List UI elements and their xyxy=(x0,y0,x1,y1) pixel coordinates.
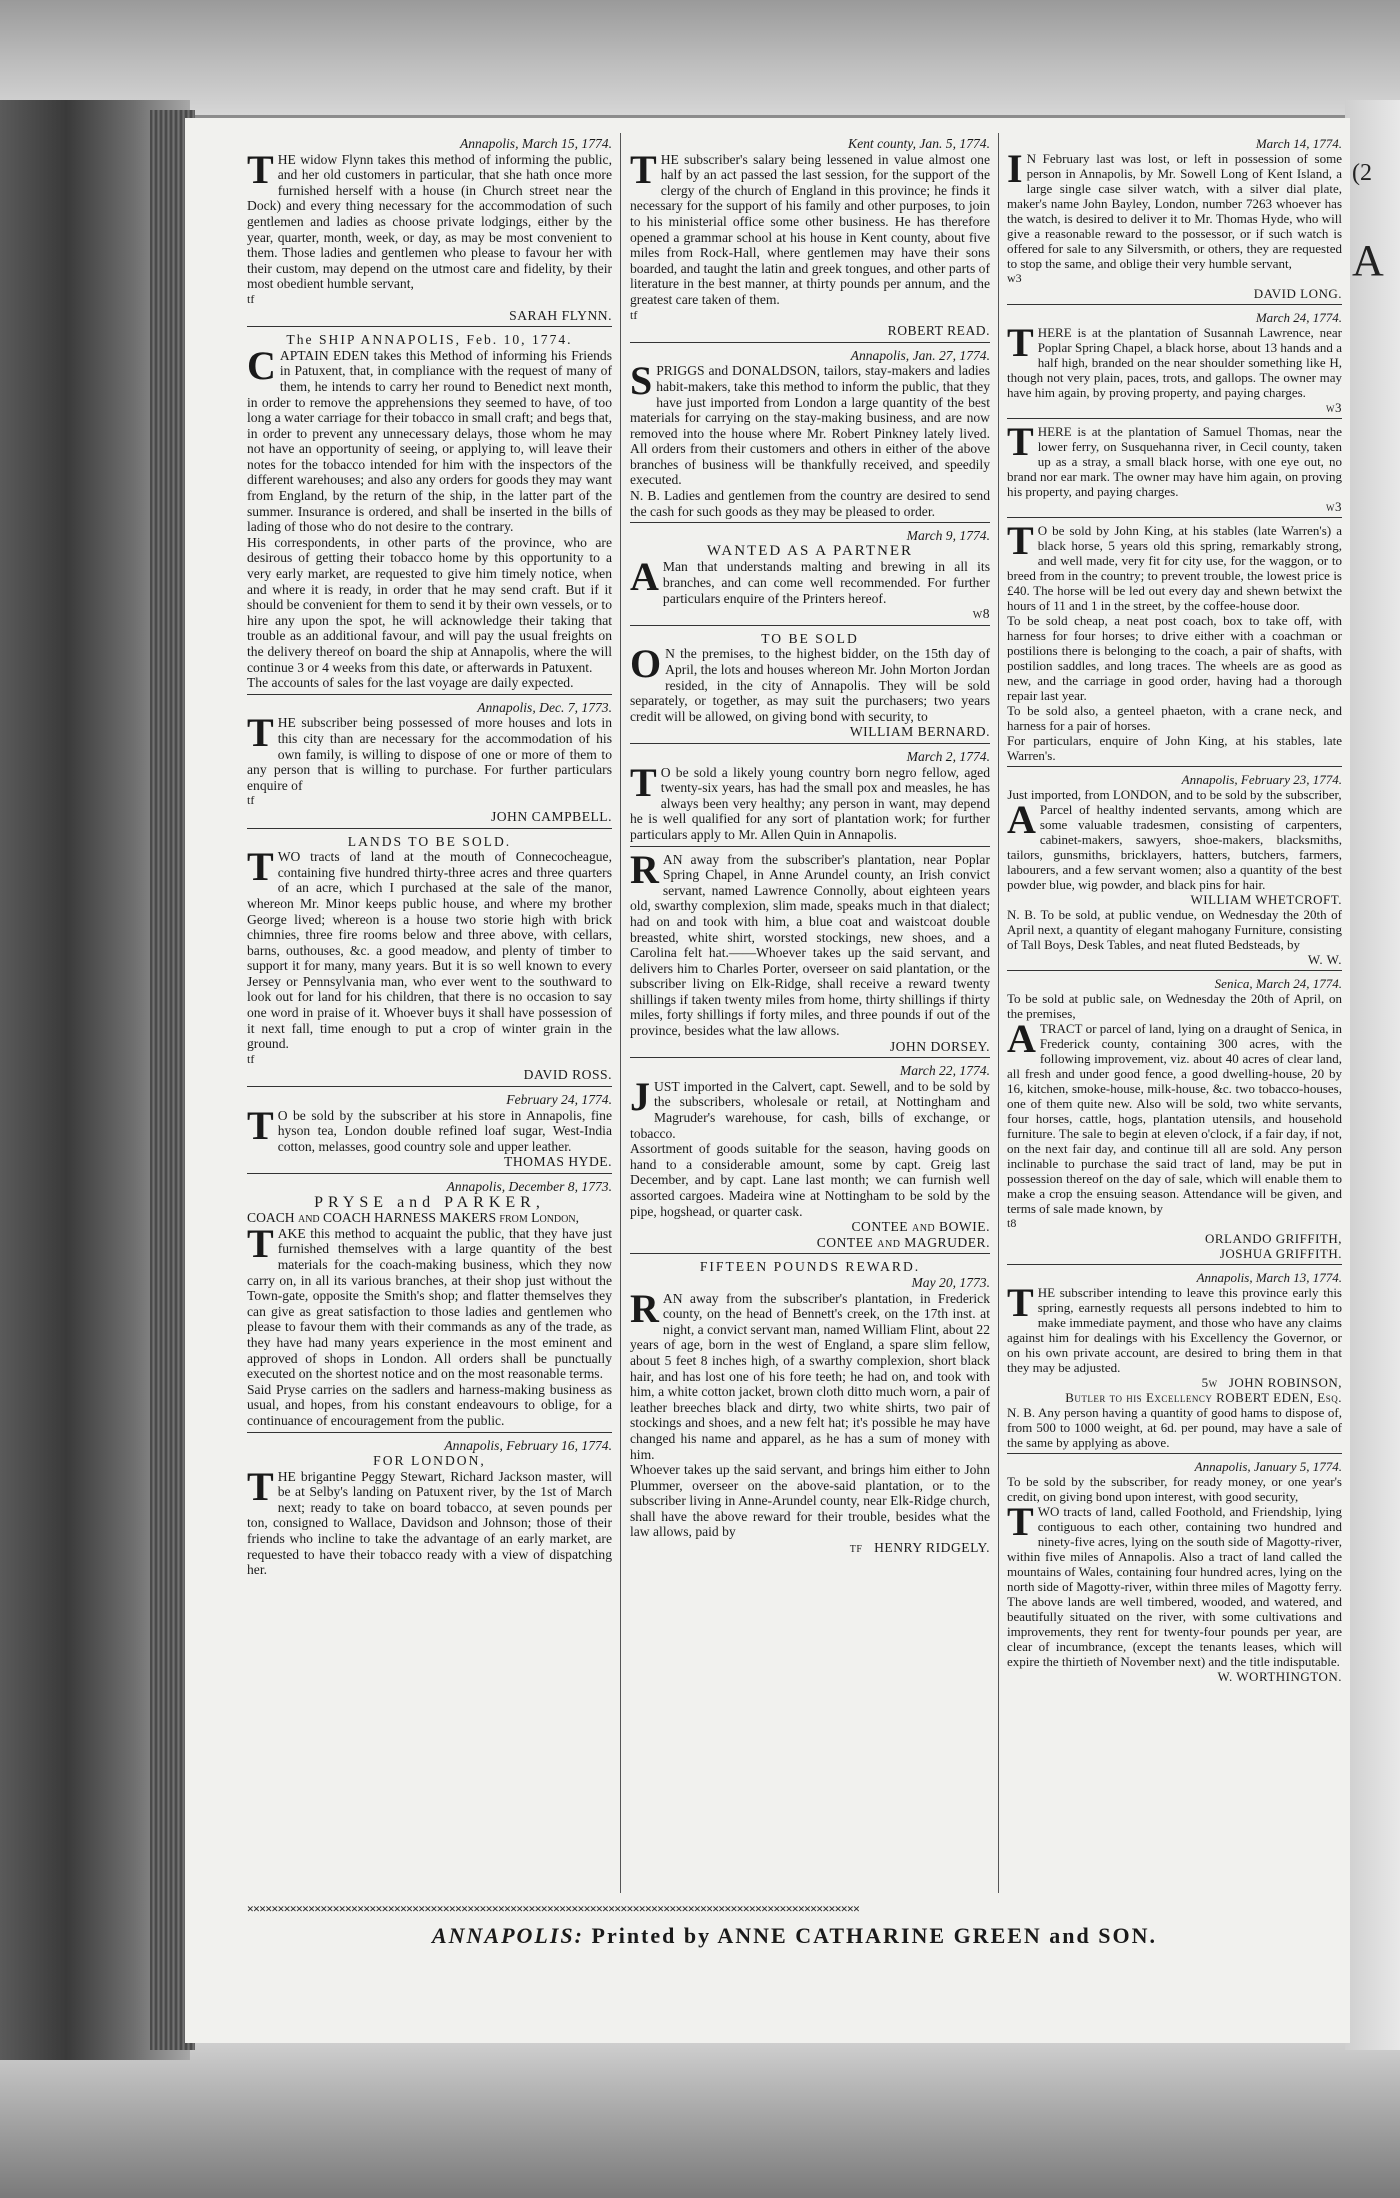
ad-heading: PRYSE and PARKER, xyxy=(314,1193,545,1211)
scan-background-top xyxy=(0,0,1400,115)
ad-body: N. B. Any person having a quantity of good hams to dispose of, from 500 to 1000 weight, at 6d. per pound, may have a sale of the same by applying as above. xyxy=(1007,1405,1342,1450)
ornamental-border: ✕✕✕✕✕✕✕✕✕✕✕✕✕✕✕✕✕✕✕✕✕✕✕✕✕✕✕✕✕✕✕✕✕✕✕✕✕✕✕✕✕✕✕✕✕✕✕✕✕✕✕✕✕✕✕✕✕✕✕✕✕✕✕✕✕✕✕✕✕✕✕✕✕✕✕✕✕✕✕✕✕✕✕✕✕✕✕✕✕✕✕✕✕✕✕✕✕✕✕✕ xyxy=(247,1903,860,1915)
ad-signature: W. WORTHINGTON. xyxy=(1217,1669,1342,1684)
ad-runaway-connolly xyxy=(630,846,990,1059)
ad-mark: w3 xyxy=(1326,400,1342,415)
ad-dateline: Annapolis, March 13, 1774. xyxy=(1196,1270,1342,1285)
drop-cap: T xyxy=(1007,419,1034,464)
ad-body: RAN away from the subscriber's plantation, in Frederick county, on the head of Bennett's creek, on the 17th inst. at night, a convict servant man, named William Flint, about 22 years of age, born in the west of England, a spare slim fellow, about 5 feet 8 inches high, of a swarthy complexion, short black hair, and has lost one of his fore teeth; he had on, and took with him, a white cotton jacket, brown cloth ditto much worn, a pair of leather breeches black and dirty, two white shirts, two pair of stockings and shoes, and a new felt hat; it's possible he may have changed his name and apparel, as he has a sum of money with him. xyxy=(630,1285,990,1462)
ad-signature: CONTEE and BOWIE. xyxy=(851,1219,990,1235)
drop-cap: T xyxy=(1007,1499,1034,1544)
drop-cap: T xyxy=(247,146,274,192)
drop-cap: T xyxy=(1007,320,1034,365)
ad-body: O N the premises, to the highest bidder, on the 15th day of April, the lots and houses whereon Mr. John Morton Jordan resided, in the city of Annapolis. They will be sold separately, or together, as may suit the purchasers; two years credit will be allowed, on giving bond with security, to xyxy=(630,641,990,724)
ad-body: THE brigantine Peggy Stewart, Richard Jackson master, will be at Selby's landing on Patuxent river, by the 1st of March next; ready to take on board tobacco, at seven pounds per ton, consigned to Wallace, Davidson and Johnson; those of their friends who incline to take the advantage of an early market, are requested to have their tobacco ready with a view of dispatching her. xyxy=(247,1463,612,1578)
ad-subline: Butler to his Excellency ROBERT EDEN, Esq. xyxy=(1065,1390,1342,1405)
ad-whetcroft-servants xyxy=(1007,772,1342,971)
ad-heading: TO BE SOLD xyxy=(761,630,859,646)
ad-signature: DAVID LONG. xyxy=(1253,286,1342,301)
ad-dateline: March 22, 1774. xyxy=(899,1063,990,1079)
ad-body: A Parcel of healthy indented servants, among which are some valuable tradesmen, consisting of carpenters, cabinet-makers, sawyers, shoe-makers, blacksmiths, tailors, gunsmiths, bricklayers, hatters, butchers, farmers, labourers, and a few servant women; also a quantity of the best powder blue, wig powder, and black pins for hair. xyxy=(1007,797,1342,892)
ad-body: For particulars, enquire of John King, at his stables, late Warren's. xyxy=(1007,733,1342,763)
ad-dateline: Annapolis, December 8, 1773. xyxy=(446,1179,612,1194)
ad-mark: tf xyxy=(247,793,255,808)
ad-dateline: Annapolis, March 15, 1774. xyxy=(459,136,612,151)
ad-body: I N February last was lost, or left in possession of some person in Annapolis, by Mr. Sowell Long of Kent Island, a large single case silver watch, with a silver dial plate, maker's name John Bayley, London, number 7263 whoever has the watch, is desired to deliver it to Mr. Thomas Hyde, who will give a reasonable reward to the possessor, or if such watch is offered for sale to any Silversmith, or others, they are requested to stop the same, and oblige their very humble servant, xyxy=(1007,146,1342,271)
ad-body: T O be sold a likely young country born negro fellow, aged twenty-six years, has had the small pox and measles, he has always been very healthy; any person in want, may depend he is well qualified for any sort of plantation work; for further particulars apply to Mr. Allen Quin in Annapolis. xyxy=(630,759,990,842)
ad-mark: W. W. xyxy=(1307,952,1342,967)
ad-signature: ROBERT READ. xyxy=(887,323,990,339)
column-rule xyxy=(620,133,621,1893)
ad-heading: FIFTEEN POUNDS REWARD. xyxy=(699,1259,921,1275)
ad-body: N. B. To be sold, at public vendue, on Wednesday the 20th of April next, a quantity of elegant mahogany Furniture, consisting of Tall Boys, Desk Tables, and neat fluted Bedsteads, by xyxy=(1007,907,1342,952)
ad-mark: t8 xyxy=(1007,1216,1017,1230)
ad-signature: WILLIAM WHETCROFT. xyxy=(1190,892,1342,907)
ad-body: THERE is at the plantation of Samuel Thomas, near the lower ferry, on Susquehanna river, in Cecil county, taken up as a stray, a small black horse, with one eye out, no brand nor ear mark. The owner may have him again, on proving his property, and paying charges. xyxy=(1007,419,1342,499)
ad-body: RAN away from the subscriber's plantation, near Poplar Spring Chapel, in Anne Arundel county, an Irish convict servant, named Lawrence Connolly, about eighteen years old, swarthy complexion, slim made, speaks much in that dialect; had on and took with him, a blue coat and waistcoat double breasted, white shirt, worsted stockings, new shoes, and a Carolina felt hat.——Whoever takes up the said servant, and delivers him to Charles Porter, overseer on said plantation, or the subscriber living on Elk-Ridge, shall receive a reward twenty shillings if taken twenty miles from home, thirty shillings if thirty miles, forty shillings if forty miles, and three pounds if out of the province, besides what the law allows. xyxy=(630,846,990,1039)
ad-signature: JOHN CAMPBELL. xyxy=(490,808,612,824)
drop-cap: T xyxy=(630,146,657,192)
ad-signature: DAVID ROSS. xyxy=(523,1067,612,1083)
ad-mark: tf xyxy=(630,307,638,322)
ad-heading: To be sold at public sale, on Wednesday the 20th of April, on the premises, xyxy=(1007,991,1342,1021)
ad-lands-to-be-sold xyxy=(247,834,612,1088)
ad-body: THE subscriber intending to leave this province early this spring, earnestly requests all persons indebted to him to make immediate payment, and those who have any claims against him for dealings with his Excellency the Governor, or on his own private account, are desired to bring them in that they may be adjusted. xyxy=(1007,1280,1342,1375)
ad-body: CAPTAIN EDEN takes this Method of informing his Friends in Patuxent, that, in compliance with the request of many of them, he intends to carry her round to Benedict next month, in order to remove the apprehensions they seemed to have, of too long a water carriage for their tobacco in small craft; and begs that, in order to prevent any unnecessary delays, those whom he may not have an opportunity of seeing, or applying to, will leave their notes for the tobacco intended for him with the inspectors of the different warehouses; and also any orders for goods they may want from England, by the return of the ship, in the latter part of the summer. Insurance is ordered, and shall be inserted in the bills of lading of those who do not desire to the contrary. xyxy=(247,342,612,535)
ad-body: Assortment of goods suitable for the season, having goods on hand to a considerable amount, some by capt. Greig last December, and by capt. Lane last month; we can furnish well assorted cargoes. Madeira wine at Nottingham to be sold by the pipe, hogshead, or quarter cask. xyxy=(630,1141,990,1219)
drop-cap: R xyxy=(630,1285,659,1331)
ad-negro-fellow xyxy=(630,749,990,847)
ad-dateline: Annapolis, February 16, 1774. xyxy=(444,1437,612,1453)
ad-dateline: March 24, 1774. xyxy=(1255,310,1342,325)
ad-body: The accounts of sales for the last voyage are daily expected. xyxy=(247,675,574,691)
drop-cap: S xyxy=(630,358,653,404)
ad-body: To be sold also, a genteel phaeton, with a crane neck, and harness for a pair of horses. xyxy=(1007,703,1342,733)
ad-pryse-parker xyxy=(247,1179,612,1433)
ad-signature: JOSHUA GRIFFITH. xyxy=(1219,1246,1342,1261)
ad-to-be-sold-lots xyxy=(630,631,990,744)
ad-heading: WANTED AS A PARTNER xyxy=(706,542,914,559)
drop-cap: T xyxy=(630,759,657,805)
ad-body: TAKE this method to acquaint the public, that they have just furnished themselves with a large quantity of the best materials for the coach-making business, which they now carry on, in all its various branches, at their shop just without the Town-gate, opposite the Smith's shop; and flatter themselves they can give as great satisfaction to those ladies and gentlemen who please to favour them with their commands as any of the trade, as they have had many years experience in the most eminent and approved of shops in London. All orders shall be punctually executed on the shortest notice and on the most reasonable terms. xyxy=(247,1220,612,1382)
ad-signature: CONTEE and MAGRUDER. xyxy=(816,1234,990,1250)
ad-dateline: Annapolis, Jan. 27, 1774. xyxy=(850,347,990,363)
column-rule xyxy=(998,133,999,1893)
ad-mark: w8 xyxy=(972,606,990,622)
ad-ship-annapolis xyxy=(247,332,612,695)
right-margin xyxy=(1345,100,1400,2050)
ad-wanted-partner xyxy=(630,528,990,626)
ad-body: Whoever takes up the said servant, and brings him either to John Plummer, overseer on the above-said plantation, or to the subscriber living in Anne-Arundel county, near Elk-Ridge church, shall have the above reward for their trouble, besides what the law allows, paid by xyxy=(630,1462,990,1540)
ad-thomas-hyde xyxy=(247,1092,612,1174)
column-1 xyxy=(247,136,612,1586)
ad-contee-imports xyxy=(630,1063,990,1254)
ad-body: THE subscriber's salary being lessened in value almost one half by an act passed the last session, for the support of the clergy of the church of England in this province; he finds it necessary for the support of his family and other purposes, to join to his ministerial office some other business. He has therefore opened a grammar school at his house in Kent county, about five miles from Rock-Hall, where gentlemen may have their sons boarded, and taught the latin and greek tongues, and other parts of literature in the best manner, at thirty pounds per annum, and the greatest care taken of them. xyxy=(630,146,990,307)
ad-body: Said Pryse carries on the sadlers and harness-making business as usual, and hopes, from his constant endeavours to oblige, for a continuance of encouragement from the public. xyxy=(247,1381,612,1428)
ad-body: THERE is at the plantation of Susannah Lawrence, near Poplar Spring Chapel, a black horse, about 13 hands and a half high, branded on the near shoulder something like H, though not very plain, paces, trots, and gallops. The owner may have him again, by proving property, and paying charges. xyxy=(1007,320,1342,400)
drop-cap: R xyxy=(630,846,659,892)
ad-dateline: Kent county, Jan. 5, 1774. xyxy=(848,136,990,151)
drop-cap: T xyxy=(247,844,274,890)
drop-cap: C xyxy=(247,342,276,388)
ad-dateline: March 14, 1774. xyxy=(1255,136,1342,151)
drop-cap: T xyxy=(1007,1280,1034,1325)
ad-dateline: Senica, March 24, 1774. xyxy=(1214,976,1342,991)
ad-body: THE widow Flynn takes this method of informing the public, and her old customers in particular, that she hath once more furnished herself with a house (in Church street near the Dock) and every thing necessary for the accommodation of such gentlemen and ladies as choose private lodgings, either by the year, quarter, month, week, or day, as may be most convenient to them. Those ladies and gentlemen who please to favour her with their custom, may depend on the utmost care and fidelity, by their most obedient humble servant, xyxy=(247,146,612,292)
ad-campbell-houses xyxy=(247,700,612,829)
drop-cap: O xyxy=(630,641,662,687)
drop-cap: T xyxy=(247,710,274,756)
ad-signature: HENRY RIDGELY. xyxy=(874,1540,990,1556)
ad-mark: tf xyxy=(247,291,255,306)
column-3 xyxy=(1007,136,1342,1692)
ad-subheading: COACH and COACH HARNESS MAKERS from London, xyxy=(247,1210,579,1226)
ad-dateline: March 9, 1774. xyxy=(906,528,990,544)
drop-cap: T xyxy=(247,1463,274,1509)
ad-heading: To be sold by the subscriber, for ready money, or one year's credit, on giving bond upon interest, with good security, xyxy=(1007,1474,1342,1504)
ad-fifteen-pounds-reward xyxy=(630,1259,990,1558)
ad-dateline: Annapolis, January 5, 1774. xyxy=(1194,1459,1342,1474)
ad-signature-line xyxy=(1007,1375,1342,1390)
ad-body: T O be sold by John King, at his stables (late Warren's) a black horse, 5 years old this spring, remarkably strong, and well made, very fit for city use, for the waggon, or to breed from in the country; to prevent trouble, the lowest price is £40. The horse will be led out every day and shewn betwixt the hours of 11 and 1 in the street, by the coffee-house door. xyxy=(1007,518,1342,613)
ad-john-robinson xyxy=(1007,1270,1342,1454)
ad-body: ATRACT or parcel of land, lying on a draught of Senica, in Frederick county, containing 300 acres, with the following improvement, viz. about 40 acres of clear land, all fresh and under good fence, a good dwelling-house, 20 by 16, kitchen, smoke-house, milk-house, &c. two tobacco-houses, one of them quite new. Also will be sold, two white servants, four horses, cattle, hogs, plantation utensils, and household furniture. The sale to begin at eleven o'clock, if a fair day, if not, on the next fair day, and continue till all are sold. Any person inclinable to purchase the said tract of land, may be put in possession thereof on the day of sale, which will enable them to make a crop the ensuing season. Attendance will be given, and terms of sale made known, by xyxy=(1007,1016,1342,1216)
ad-mark: tf xyxy=(849,1540,863,1556)
drop-cap: I xyxy=(1007,146,1023,191)
ad-signature: THOMAS HYDE. xyxy=(504,1154,612,1170)
ad-heading: Just imported, from LONDON, and to be sold by the subscriber, xyxy=(1007,787,1342,802)
ad-body: SPRIGGS and DONALDSON, tailors, stay-makers and ladies habit-makers, take this method to inform the public, that they have just imported from London a large quantity of the best materials for carrying on the stay-making business, and are now removed into the house where Mr. Robert Pinkney lately lived. All orders from their customers and others in either of the above branches of business will be thankfully received, and speedily executed. xyxy=(630,358,990,488)
ad-widow-flynn xyxy=(247,136,612,327)
ad-mark: w3 xyxy=(1007,271,1022,285)
ad-body: His correspondents, in other parts of the province, who are desirous of getting their tobacco home by this opportunity to a very early market, are requested to give him timely notice, when and where it is ready, in order that he may send craft. But if it should be convenient for them to send it by their own vessels, or to hire any upon the spot, he will acknowledge their taking that trouble as an additional favour, and will pay the usual freights on the delivery thereof on board the ship at Annapolis, where the will continue 3 or 4 weeks from this date, or afterwards in Patuxent. xyxy=(247,534,612,675)
ad-body: JUST imported in the Calvert, capt. Sewell, and to be sold by the subscribers, wholesale or retail, at Nottingham and Magruder's warehouse, for cash, bills of exchange, or tobacco. xyxy=(630,1073,990,1141)
ad-signature: SARAH FLYNN. xyxy=(509,307,612,323)
ad-signature: WILLIAM BERNARD. xyxy=(849,724,990,740)
drop-cap: T xyxy=(247,1102,274,1148)
ad-john-king xyxy=(1007,518,1342,767)
ad-dateline: May 20, 1773. xyxy=(911,1274,990,1290)
ad-mark: 5w xyxy=(1201,1375,1218,1390)
ad-signature: JOHN ROBINSON, xyxy=(1228,1375,1342,1390)
ad-heading: LANDS TO BE SOLD. xyxy=(347,833,512,849)
ad-body: A Man that understands malting and brewing in all its branches, and can come well recommended. For further particulars enquire of the Printers hereof. xyxy=(630,554,990,606)
ad-stray-horse-thomas xyxy=(1007,419,1342,518)
ad-heading: FOR LONDON, xyxy=(373,1453,486,1469)
printer-imprint xyxy=(247,1923,1342,1949)
ad-spriggs-donaldson xyxy=(630,348,990,524)
ad-signature: JOHN DORSEY. xyxy=(889,1038,990,1054)
ad-body: N. B. Ladies and gentlemen from the country are desired to send the cash for such goods as they may be pleased to order. xyxy=(630,488,990,519)
drop-cap: A xyxy=(1007,797,1036,842)
adjacent-page-fragment: (2 xyxy=(1352,160,1372,186)
ad-dateline: March 2, 1774. xyxy=(906,748,990,764)
ad-signature-line xyxy=(630,1540,990,1556)
imprint-place: ANNAPOLIS: xyxy=(431,1923,584,1948)
newspaper-page xyxy=(185,118,1350,2043)
ad-for-london xyxy=(247,1438,612,1581)
ad-dateline: February 24, 1774. xyxy=(506,1092,612,1108)
drop-cap: A xyxy=(630,554,659,600)
ad-lost-watch xyxy=(1007,136,1342,305)
ad-stray-horse-lawrence xyxy=(1007,310,1342,419)
ad-body: THE subscriber being possessed of more houses and lots in this city than are necessary for the accommodation of his own family, is willing to dispose of one or more of them to any person that is willing to purchase. For further particulars enquire of xyxy=(247,710,612,793)
drop-cap: T xyxy=(1007,518,1034,563)
ad-heading: The SHIP ANNAPOLIS, Feb. 10, 1774. xyxy=(286,332,573,348)
ad-dateline: Annapolis, February 23, 1774. xyxy=(1181,772,1342,787)
drop-cap: T xyxy=(247,1220,274,1266)
drop-cap: J xyxy=(630,1073,650,1119)
imprint-text: Printed by ANNE CATHARINE GREEN and SON. xyxy=(591,1923,1158,1948)
ad-mark: w3 xyxy=(1326,499,1342,514)
column-2 xyxy=(630,136,990,1564)
ad-robert-read xyxy=(630,136,990,343)
ad-body: TWO tracts of land, called Foothold, and Friendship, lying contiguous to each other, containing two hundred and ninety-five acres, lying on the south side of Magotty-river, within five miles of Annapolis. Also a tract of land called the mountains of Wales, containing four hundred acres, lying on the north side of Magotty-river, within three miles of Magotty ferry. The above lands are well timbered, wooded, and watered, and beautifully situated on the river, with some cultivations and improvements, they rent for twenty-four pounds per year, are clear of incumbrance, (except the tenants leases, which will expire the thirtieth of November next) and the title indisputable. xyxy=(1007,1499,1342,1669)
scan-background-bottom xyxy=(0,2040,1400,2198)
ad-body: T O be sold by the subscriber at his store in Annapolis, fine hyson tea, London double refined loaf sugar, West-India cotton, melasses, good country sole and upper leather. xyxy=(247,1102,612,1154)
ad-mark: tf xyxy=(247,1051,255,1066)
ad-dateline: Annapolis, Dec. 7, 1773. xyxy=(477,699,612,715)
ad-body: TWO tracts of land at the mouth of Connecocheague, containing five hundred thirty-three acres and three quarters of an acre, which I purchased at the sale of the manor, whereon Mr. Minor keeps public house, and where my brother George lived; whereon is a house two storie high with brick chimnies, three fire rooms below and three above, with cellars, barns, outhouses, &c. a good meadow, and plenty of timber to support it for many, many years. But it is so well known to every Jersey or Pennsylvania man, who ever went to the southward to look out for land for his children, that there is no occasion to say one word in praise of it. Whoever buys it shall have possession of it next fall, time enough to put a crop of winter grain in the ground. xyxy=(247,844,612,1052)
drop-cap: A xyxy=(1007,1016,1036,1061)
ad-body: To be sold cheap, a neat post coach, box to take off, with harness for four horses; to drive either with a coachman or postilions there is belonging to the coach, a pair of shafts, with postilion saddles, and long traces. The wheels are as good as new, and the carriage in good order, having had a thorough repair last year. xyxy=(1007,613,1342,703)
ad-worthington-land xyxy=(1007,1459,1342,1687)
adjacent-page-fragment: A xyxy=(1352,236,1384,285)
ad-signature: ORLANDO GRIFFITH, xyxy=(1204,1231,1342,1246)
ad-senica-land xyxy=(1007,976,1342,1265)
